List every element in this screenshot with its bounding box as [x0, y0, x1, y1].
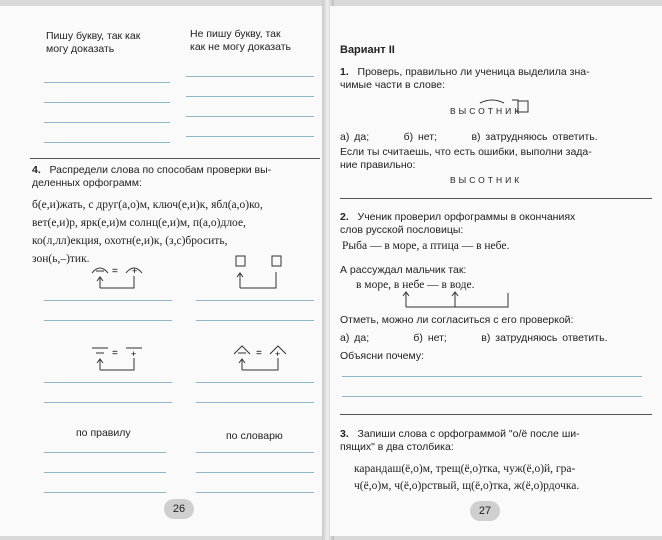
- section-divider: [340, 414, 652, 415]
- check-arrow: [97, 358, 134, 370]
- instruction-line: слов русской пословицы:: [340, 224, 464, 236]
- page-number: 27: [470, 501, 500, 521]
- task-1-instruction: [340, 66, 590, 92]
- instruction-line: Запиши слова с орфограммой "о/ё после ши-: [357, 428, 580, 440]
- stress-sign: +: [131, 349, 137, 359]
- word-list-line: вет(е,и)р, ярк(е,и)м солнц(е,и)м, п(а,о)длое,: [32, 217, 246, 229]
- task-number: 3.: [340, 428, 349, 440]
- column-heading-line: как не могу доказать: [190, 41, 292, 53]
- word-list-line: б(е,и)жать, с друг(а,о)м, ключ(е,и)к, ябл(а,о)ко,: [32, 199, 263, 211]
- ending-box: [518, 101, 528, 112]
- instruction-line: ние правильно:: [340, 159, 416, 171]
- task-number: 4.: [32, 164, 41, 176]
- task-2-instruction: [340, 211, 575, 237]
- equals-sign: =: [112, 348, 118, 359]
- morpheme-marks: [446, 98, 532, 118]
- column-label-by-rule: по правилу: [76, 427, 131, 439]
- task-2-question: Отметь, можно ли согласиться с его проверкой:: [340, 314, 574, 326]
- answer-line[interactable]: [186, 136, 314, 137]
- answer-line[interactable]: [186, 96, 314, 97]
- task-4-instruction: [32, 164, 271, 190]
- column-heading-can-prove: [46, 30, 140, 56]
- task-1-options: [340, 131, 598, 144]
- chain-arrows: [400, 291, 520, 311]
- task-3-word-list: [354, 461, 579, 495]
- answer-line[interactable]: [44, 142, 170, 143]
- word-with-morphemes: ВЫСОТНИК: [450, 106, 523, 116]
- column-heading-cannot-prove: [190, 28, 291, 54]
- stress-sign: +: [132, 266, 138, 276]
- answer-line[interactable]: [342, 376, 642, 377]
- chain-arrow-lines: [403, 292, 508, 307]
- scheme-unstressed-vowel-check: [86, 256, 156, 296]
- left-page: [0, 6, 326, 536]
- right-page: [330, 6, 662, 536]
- stress-sign: +: [275, 349, 281, 359]
- answer-line[interactable]: [44, 122, 170, 123]
- answer-line[interactable]: [44, 472, 166, 473]
- answer-line[interactable]: [44, 320, 172, 321]
- check-arrow: [237, 272, 276, 288]
- equals-sign: =: [112, 266, 118, 277]
- instruction-line: Проверь, правильно ли ученица выделила зна-: [357, 66, 590, 78]
- equals-sign: =: [256, 348, 262, 359]
- column-heading-line: Пишу букву, так как: [46, 30, 141, 42]
- instruction-line: Распредели слова по способам проверки вы-: [49, 164, 272, 176]
- column-label-by-dictionary: по словарю: [226, 430, 283, 442]
- option-a[interactable]: а) да;: [340, 131, 370, 143]
- answer-line[interactable]: [44, 82, 170, 83]
- option-b[interactable]: б) нет;: [413, 332, 447, 344]
- answer-line[interactable]: [196, 452, 314, 453]
- check-arrow: [97, 276, 134, 288]
- word-list-line: ч(ё,о)м, ч(ё,о)рствый, щ(ё,о)тка, ж(ё,о)рдочка.: [354, 480, 580, 492]
- instruction-line: пящих" в два столбика:: [340, 441, 454, 453]
- answer-line[interactable]: [196, 320, 314, 321]
- task-2-options: [340, 332, 608, 345]
- option-c[interactable]: в) затрудняюсь ответить.: [481, 332, 608, 344]
- instruction-line: Ученик проверил орфограммы в окончаниях: [357, 211, 576, 223]
- section-divider: [340, 198, 652, 199]
- answer-line[interactable]: [44, 492, 166, 493]
- answer-line[interactable]: [186, 116, 314, 117]
- answer-line[interactable]: [44, 452, 166, 453]
- scheme-unpronounced-consonant-check: [86, 340, 156, 380]
- variant-title: Вариант II: [340, 44, 395, 56]
- check-chain: в море, в небе — в воде.: [356, 279, 475, 291]
- instruction-line: деленных орфограмм:: [32, 177, 142, 189]
- check-arrow: [239, 358, 278, 370]
- box-mark: [236, 256, 245, 266]
- answer-line[interactable]: [186, 76, 314, 77]
- proverb: Рыба — в море, а птица — в небе.: [342, 240, 510, 252]
- answer-line[interactable]: [196, 382, 314, 383]
- task-number: 1.: [340, 66, 349, 78]
- boy-reasoning-label: А рассуждал мальчик так:: [340, 264, 467, 276]
- option-a[interactable]: а) да;: [340, 332, 370, 344]
- answer-line[interactable]: [44, 382, 172, 383]
- explain-prompt: Объясни почему:: [340, 350, 425, 362]
- option-b[interactable]: б) нет;: [403, 131, 438, 143]
- section-divider: [30, 158, 320, 159]
- column-heading-line: могу доказать: [46, 43, 115, 55]
- word-list-line: карандаш(ё,о)м, трещ(ё,о)тка, чуж(ё,о)й, гра-: [354, 463, 576, 475]
- answer-line[interactable]: [196, 300, 314, 301]
- answer-line[interactable]: [196, 472, 314, 473]
- answer-line[interactable]: [44, 300, 172, 301]
- word-list-line: зон(ь,–)тик.: [32, 253, 90, 265]
- answer-line[interactable]: [44, 102, 170, 103]
- answer-line[interactable]: [44, 402, 172, 403]
- answer-line[interactable]: [196, 402, 314, 403]
- answer-line[interactable]: [342, 396, 642, 397]
- root-arc: [480, 100, 504, 103]
- column-heading-line: Не пишу букву, так: [190, 28, 281, 40]
- option-c[interactable]: в) затрудняюсь ответить.: [471, 131, 598, 143]
- answer-line[interactable]: [196, 492, 314, 493]
- word-list-line: ко(л,лл)екция, охотн(е,и)к, (з,с)бросить,: [32, 235, 228, 247]
- page-number: 26: [164, 499, 194, 519]
- scheme-root-check: [230, 340, 300, 380]
- instruction-line: Если ты считаешь, что есть ошибки, выполни зада-: [340, 146, 592, 158]
- task-3-instruction: [340, 428, 580, 454]
- instruction-line: чимые части в слове:: [340, 79, 446, 91]
- box-mark: [272, 256, 281, 266]
- task-number: 2.: [340, 211, 349, 223]
- word-to-parse[interactable]: ВЫСОТНИК: [450, 175, 523, 185]
- suffix-mark: [512, 100, 518, 107]
- task-1-extra: [340, 146, 592, 172]
- scheme-consonant-check: [232, 252, 292, 296]
